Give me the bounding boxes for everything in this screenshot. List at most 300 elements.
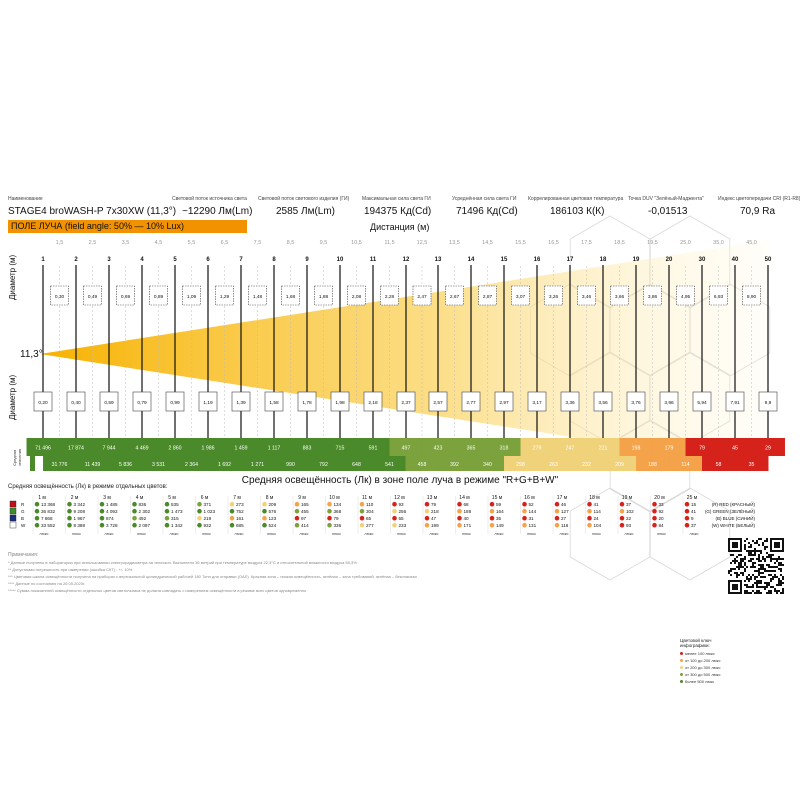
distance-title: Дистанция (м) xyxy=(370,222,430,232)
color-key-letter: B xyxy=(21,516,25,521)
qr-module xyxy=(748,546,750,548)
color-table-value: 79 xyxy=(431,502,437,507)
color-table-unit: люкс xyxy=(559,531,569,536)
qr-module xyxy=(758,590,760,592)
qr-module xyxy=(742,572,744,574)
color-table-unit: люкс xyxy=(656,531,667,536)
color-table-dot xyxy=(360,502,365,507)
qr-module xyxy=(752,590,754,592)
beam-diameter-value: 3,76 xyxy=(631,401,641,406)
color-table-value: 104 xyxy=(593,523,602,528)
qr-module xyxy=(756,542,758,544)
half-distance-label: 19,5 xyxy=(647,240,658,246)
note-line: *** Цветовая шкала освещённости получена на приборах с вертикальной цилиндрической рабочей 180 Тонн для отправки (ОАЛ). Красная зона – низкая освещённость, зелёная – зона требований, зелёная – безопасная xyxy=(8,574,417,579)
qr-module xyxy=(750,546,752,548)
qr-module xyxy=(766,540,768,542)
color-table-value: 102 xyxy=(626,509,634,514)
qr-module xyxy=(746,576,748,578)
qr-module xyxy=(750,552,752,554)
qr-module xyxy=(780,570,782,572)
half-distance-label: 1,5 xyxy=(55,240,64,246)
color-table-dot xyxy=(490,516,495,521)
lux-top-value: 497 xyxy=(401,445,411,452)
qr-module xyxy=(754,554,756,556)
qr-module xyxy=(760,568,762,570)
beam-diameter-value: 1,58 xyxy=(269,401,279,406)
color-table-value: 3 728 xyxy=(106,523,118,528)
color-table-value: 304 xyxy=(366,509,374,514)
beam-diameter-value: 0,20 xyxy=(38,401,48,406)
color-key-item xyxy=(680,664,728,671)
color-table-dot xyxy=(197,523,202,528)
note-line: ***** Сумма показателей освещённости отдельных цветов светильника не должна совпадать с измерением освещённости в режиме всех цветов одновременно xyxy=(8,588,307,593)
half-distance-label: 13,5 xyxy=(449,240,460,246)
lux-bottom-value: 458 xyxy=(417,462,427,468)
qr-module xyxy=(768,570,770,572)
color-table-distance: 5 м xyxy=(168,495,176,501)
qr-module xyxy=(764,582,766,584)
color-key xyxy=(680,638,728,685)
color-table-value: 52 xyxy=(528,502,534,507)
field-diameter-value: 2,47 xyxy=(417,295,427,300)
field-diameter-value: 3,07 xyxy=(515,295,526,300)
notes-block xyxy=(8,552,417,594)
qr-module xyxy=(750,550,752,552)
color-table-value: 209 xyxy=(268,502,277,507)
qr-module xyxy=(748,574,750,576)
color-table-dot xyxy=(392,509,397,514)
qr-module xyxy=(740,580,742,594)
qr-module xyxy=(782,576,784,578)
color-key-items xyxy=(680,650,728,685)
lux-bottom-value: 11 439 xyxy=(84,462,101,468)
qr-module xyxy=(772,578,774,580)
color-table-dot xyxy=(360,509,365,514)
qr-module xyxy=(774,566,776,568)
qr-module xyxy=(772,586,774,588)
distance-label: 10 xyxy=(336,257,344,263)
qr-module xyxy=(772,566,774,568)
qr-module xyxy=(756,570,758,572)
color-table-value: 46 xyxy=(561,502,567,507)
lux-top-value: 198 xyxy=(631,445,641,452)
qr-module xyxy=(754,548,756,550)
color-table-value: 149 xyxy=(496,523,504,528)
qr-module xyxy=(746,590,748,592)
qr-module xyxy=(770,538,772,552)
color-legend-label: (W) WHITE (БЕЛЫЙ) xyxy=(711,523,755,528)
color-legend-label: (G) GREEN (ЗЕЛЁНЫЙ) xyxy=(704,509,755,514)
color-table-distance: 13 м xyxy=(426,495,438,501)
qr-module xyxy=(750,576,752,578)
color-table-value: 256 xyxy=(398,509,407,514)
qr-module xyxy=(770,558,772,560)
color-table-unit: люкс xyxy=(689,531,699,536)
color-table-value: 59 xyxy=(496,502,502,507)
color-table-distance: 18 м xyxy=(589,495,600,501)
lux-bottom-value: 392 xyxy=(450,462,459,468)
qr-module xyxy=(744,590,746,592)
qr-module xyxy=(762,556,764,558)
color-table-unit: люкс xyxy=(429,531,439,536)
color-table-value: 752 xyxy=(236,509,244,514)
distance-label: 1 xyxy=(41,257,45,263)
field-diameter-value: 3,66 xyxy=(614,295,625,300)
color-table-distance: 1 м xyxy=(38,495,46,501)
qr-module xyxy=(768,584,770,586)
qr-module xyxy=(774,562,776,564)
header-label-max-intensity: Максимальная сила света ГИ xyxy=(362,196,431,202)
color-table-distance: 6 м xyxy=(200,495,209,501)
qr-module xyxy=(738,562,740,564)
distance-label: 20 xyxy=(665,257,673,263)
beam-diameter-value: 0,99 xyxy=(170,401,180,406)
lux-bottom-value: 990 xyxy=(286,462,295,468)
qr-module xyxy=(778,562,780,564)
qr-module xyxy=(762,544,764,546)
qr-module xyxy=(750,558,752,560)
color-table-dot xyxy=(132,516,137,521)
qr-module xyxy=(732,568,734,570)
qr-module xyxy=(738,568,740,570)
color-table-dot xyxy=(197,516,202,521)
qr-module xyxy=(778,558,780,560)
qr-module xyxy=(766,552,768,554)
beam-diameter-value: 2,18 xyxy=(368,401,378,406)
qr-module xyxy=(758,574,760,576)
color-table-dot xyxy=(490,509,495,514)
lux-top-value: 247 xyxy=(565,445,575,452)
qr-module xyxy=(754,562,756,564)
color-table-dot xyxy=(490,523,495,528)
qr-module xyxy=(744,546,746,548)
qr-module xyxy=(740,558,742,560)
qr-module xyxy=(768,574,770,576)
qr-module xyxy=(754,542,756,544)
qr-module xyxy=(746,586,748,588)
qr-module xyxy=(754,550,756,552)
lux-bottom-value: 35 xyxy=(748,462,755,468)
qr-module xyxy=(764,558,766,560)
qr-module xyxy=(760,560,762,562)
color-table-dot xyxy=(425,516,430,521)
qr-module xyxy=(758,544,760,546)
qr-module xyxy=(760,582,762,584)
qr-module xyxy=(756,590,758,592)
color-table-value: 1 485 xyxy=(106,502,118,507)
color-table-dot xyxy=(392,502,397,507)
color-table-value: 2 097 xyxy=(138,523,150,528)
qr-module xyxy=(748,554,750,556)
lux-bottom-value: 340 xyxy=(483,462,492,468)
lux-bottom-value: 209 xyxy=(615,462,624,468)
color-table-value: 218 xyxy=(431,509,439,514)
note-line: ** Допустимая погрешность при измерении (ошибка СКТ) : +/- 10% xyxy=(8,567,133,572)
qr-module xyxy=(780,592,782,594)
qr-module xyxy=(734,562,736,564)
color-table-distance: 10 м xyxy=(329,495,340,501)
lux-top-value: 29 xyxy=(765,445,771,452)
color-table-value: 114 xyxy=(593,509,601,514)
qr-module xyxy=(738,574,740,576)
qr-module xyxy=(728,580,730,594)
field-diameter-value: 4,95 xyxy=(680,295,691,300)
color-table-unit: люкс xyxy=(461,531,472,536)
qr-module xyxy=(750,554,752,556)
color-key-item-label: от 200 до 300 люкс xyxy=(685,665,721,670)
qr-module xyxy=(758,570,760,572)
color-table-dot xyxy=(425,523,430,528)
color-table-unit: люкс xyxy=(624,531,634,536)
color-table-dot xyxy=(620,523,625,528)
color-table-dot xyxy=(457,523,462,528)
color-table-dot xyxy=(620,502,625,507)
qr-module xyxy=(780,568,782,570)
qr-module xyxy=(764,568,766,570)
color-table-unit: люкс xyxy=(201,531,212,536)
color-table-dot xyxy=(457,516,462,521)
qr-module xyxy=(750,578,752,580)
color-table-dot xyxy=(392,516,397,521)
qr-module xyxy=(770,554,772,556)
qr-module xyxy=(750,566,752,568)
color-table-dot xyxy=(262,509,267,514)
color-table-value: 277 xyxy=(366,523,374,528)
lux-top-value: 318 xyxy=(499,445,509,452)
qr-module xyxy=(756,576,758,578)
color-table-value: 368 xyxy=(333,509,342,514)
color-table-dot xyxy=(652,502,657,507)
color-table-dot xyxy=(555,516,560,521)
lux-bottom-value: 5 836 xyxy=(119,462,132,468)
qr-module xyxy=(768,582,770,584)
lux-top-value: 883 xyxy=(302,445,312,452)
qr-module xyxy=(758,564,760,566)
qr-module xyxy=(774,570,776,572)
distance-label: 4 xyxy=(140,257,144,263)
color-table-unit: люкс xyxy=(266,531,277,536)
qr-module xyxy=(756,592,758,594)
color-table-value: 92 xyxy=(658,509,664,514)
qr-module xyxy=(744,580,746,582)
qr-module xyxy=(770,580,772,582)
qr-module xyxy=(748,586,750,588)
beam-diameter-value: 5,94 xyxy=(697,401,707,406)
qr-module xyxy=(746,550,748,552)
qr-module xyxy=(776,576,778,578)
qr-module xyxy=(766,582,768,584)
field-diameter-value: 2,67 xyxy=(449,295,460,300)
color-table-dot xyxy=(295,523,300,528)
color-table-distance: 15 м xyxy=(491,495,503,501)
qr-module xyxy=(744,540,746,542)
qr-module xyxy=(746,584,748,586)
half-distance-label: 3,5 xyxy=(121,240,130,246)
qr-module xyxy=(732,584,738,590)
color-key-item-swatch xyxy=(680,680,683,683)
qr-module xyxy=(762,542,764,544)
qr-module xyxy=(744,592,746,594)
qr-module xyxy=(758,560,760,562)
qr-module xyxy=(742,560,744,562)
color-table-value: 164 xyxy=(496,509,504,514)
qr-module xyxy=(756,540,758,542)
beam-diameter-value: 2,97 xyxy=(499,401,509,406)
qr-module xyxy=(756,582,758,584)
color-table-dot xyxy=(685,502,690,507)
color-table-value: 131 xyxy=(528,523,537,528)
qr-module xyxy=(744,556,746,558)
color-table-value: 110 xyxy=(366,502,374,507)
qr-module xyxy=(756,584,758,586)
beam-diameter-value: 1,78 xyxy=(302,401,312,406)
qr-module xyxy=(764,588,766,590)
color-table-dot xyxy=(620,516,625,521)
qr-module xyxy=(728,572,730,574)
qr-module xyxy=(764,586,766,588)
color-table-value: 84 xyxy=(658,523,664,528)
qr-module xyxy=(770,578,772,580)
qr-module xyxy=(778,584,780,586)
color-table-value: 3 342 xyxy=(73,502,85,507)
color-table-value: 31 xyxy=(528,516,534,521)
beam-diameter-value: 3,56 xyxy=(598,401,608,406)
qr-module xyxy=(730,574,732,576)
qr-module xyxy=(752,564,754,566)
color-table-dot xyxy=(587,502,592,507)
color-table-unit: люкс xyxy=(396,531,407,536)
color-table-unit: люкс xyxy=(234,531,244,536)
qr-module xyxy=(782,564,784,566)
color-table-dot xyxy=(295,509,300,514)
color-table-value: 93 xyxy=(626,523,632,528)
qr-module xyxy=(746,538,748,540)
qr-module xyxy=(762,558,764,560)
qr-module xyxy=(760,564,762,566)
qr-module xyxy=(774,574,776,576)
qr-module xyxy=(728,550,742,552)
distance-label: 3 xyxy=(107,257,111,263)
qr-module xyxy=(754,570,756,572)
qr-module xyxy=(758,554,760,556)
color-table-value: 37 xyxy=(626,502,632,507)
beam-diameter-value: 1,39 xyxy=(236,401,246,406)
color-table-unit: люкс xyxy=(364,531,374,536)
color-table-value: 123 xyxy=(268,516,277,521)
color-table-value: 40 xyxy=(463,516,469,521)
qr-module xyxy=(732,560,734,562)
lux-top-value: 17 874 xyxy=(68,445,84,452)
color-legend-label: (B) BLUE (СИНИЙ) xyxy=(715,516,755,521)
lux-bottom-value: 298 xyxy=(516,462,525,468)
distance-label: 5 xyxy=(173,257,177,263)
color-table-dot xyxy=(425,502,430,507)
illuminance-title: Средняя освещённость (Лк) в зоне поле луча в режиме "R+G+B+W" xyxy=(241,475,559,486)
lux-top-value: 423 xyxy=(433,445,443,452)
qr-module xyxy=(762,564,764,566)
lux-top-value: 4 469 xyxy=(135,445,149,452)
lux-bottom-value: 31 776 xyxy=(51,462,68,468)
qr-module xyxy=(774,558,776,560)
color-table-dot xyxy=(197,509,202,514)
beam-diameter-value: 0,79 xyxy=(137,401,147,406)
qr-module xyxy=(734,572,736,574)
field-diameter-value: 1,09 xyxy=(186,295,197,300)
color-table-value: 79 xyxy=(333,516,339,521)
qr-module xyxy=(776,592,778,594)
distance-label: 9 xyxy=(305,257,309,263)
qr-module xyxy=(746,566,748,568)
color-table-value: 685 xyxy=(236,523,244,528)
qr-module xyxy=(780,582,782,584)
header-value-duv: -0,01513 xyxy=(648,206,688,217)
qr-module xyxy=(744,568,746,570)
color-key-item xyxy=(680,678,728,685)
qr-module xyxy=(778,556,780,558)
distance-label: 18 xyxy=(599,257,607,263)
qr-module xyxy=(770,566,772,568)
lux-bottom-value: 2 364 xyxy=(185,462,198,468)
field-diameter-value: 1,29 xyxy=(219,295,230,300)
color-table-dot xyxy=(230,509,235,514)
lux-bottom-value: 792 xyxy=(319,462,328,468)
qr-module xyxy=(750,592,752,594)
header-value-avg-intensity: 71496 Кд(Cd) xyxy=(456,206,518,217)
note-line: * Данные получены в лаборатории при использовании спектрорадиометра на телескоп. Выполнено 36 метрий при температуре воздуха 22,3°С и относительной влажности воздуха 55,3% xyxy=(8,560,357,565)
color-key-item-swatch xyxy=(680,673,683,676)
lux-bottom-value: 58 xyxy=(715,462,722,468)
color-table-distance: 3 м xyxy=(103,495,111,501)
half-distance-label: 8,5 xyxy=(286,240,295,246)
color-table-value: 524 xyxy=(268,523,277,528)
qr-module xyxy=(754,582,756,584)
qr-module xyxy=(746,578,748,580)
qr-module xyxy=(764,540,766,542)
color-table-dot xyxy=(67,523,72,528)
color-table-dot xyxy=(295,516,300,521)
distance-label: 16 xyxy=(533,257,541,263)
color-key-swatch xyxy=(10,508,16,514)
distance-label: 19 xyxy=(632,257,640,263)
color-table-dot xyxy=(67,509,72,514)
lux-top-value: 45 xyxy=(732,445,738,452)
color-table-dot xyxy=(522,516,527,521)
qr-module xyxy=(740,560,742,562)
color-table-value: 455 xyxy=(301,509,309,514)
qr-module xyxy=(738,564,740,566)
field-diameter-value: 3,26 xyxy=(548,295,559,300)
color-table-dot xyxy=(132,502,137,507)
qr-module xyxy=(754,576,756,578)
half-distance-label: 10,5 xyxy=(351,240,362,246)
color-table-distance: 19 м xyxy=(621,495,633,501)
background-hexagon xyxy=(570,488,650,580)
qr-module xyxy=(742,566,744,568)
qr-module xyxy=(774,590,776,592)
qr-module xyxy=(758,538,760,540)
distance-label: 7 xyxy=(239,257,243,263)
color-table-dot xyxy=(197,502,202,507)
color-table-distance: 20 м xyxy=(654,495,665,501)
qr-module xyxy=(766,584,768,586)
color-table-value: 492 xyxy=(138,516,147,521)
color-table-distance: 9 м xyxy=(298,495,306,501)
qr-module xyxy=(760,576,762,578)
qr-module xyxy=(734,560,736,562)
color-table-value: 199 xyxy=(431,523,439,528)
color-table-value: 37 xyxy=(691,523,697,528)
lux-top-value: 1 986 xyxy=(201,445,215,452)
